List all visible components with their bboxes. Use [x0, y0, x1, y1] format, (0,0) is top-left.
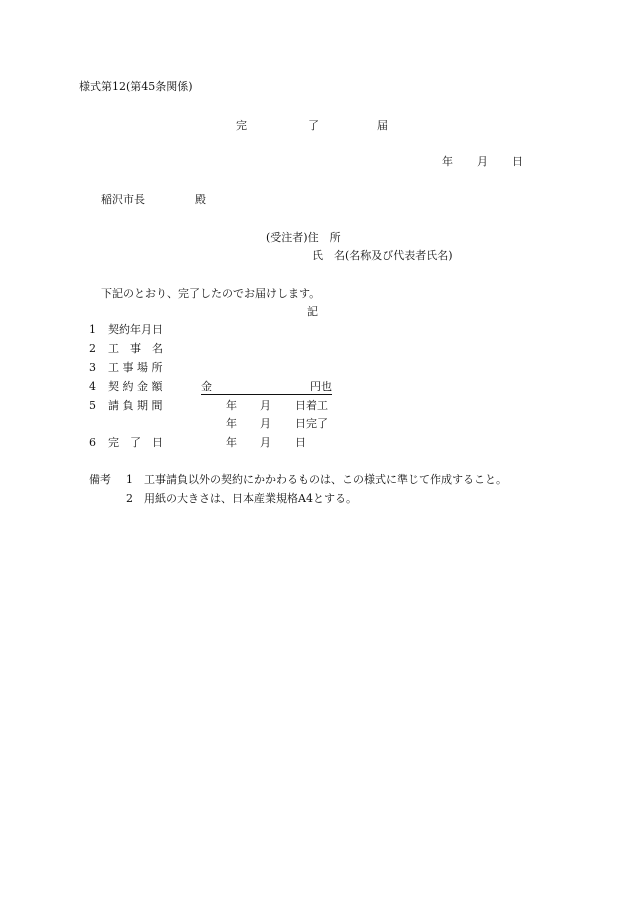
- title-char-todoke: 届: [377, 119, 388, 132]
- amount-suffix: 円也: [310, 380, 332, 393]
- item-number: 3: [89, 361, 96, 374]
- title-char-kan: 完: [236, 119, 247, 132]
- date-year-label: 年: [442, 155, 453, 168]
- addressee-name: 稲沢市長: [101, 193, 145, 206]
- date-day-label: 日: [512, 155, 523, 168]
- title-char-ryo: 了: [308, 119, 319, 132]
- note-number: 1: [126, 473, 133, 486]
- form-number: 様式第12(第45条関係): [79, 80, 193, 93]
- item-label: 請 負 期 間: [108, 399, 163, 412]
- contractor-address-label: (受注者)住 所: [266, 231, 341, 244]
- item-number: 6: [89, 436, 96, 449]
- period-end-month: 月: [260, 417, 271, 430]
- item-label: 完 了 日: [108, 436, 163, 449]
- completion-day: 日: [295, 436, 306, 449]
- note-number: 2: [126, 492, 133, 505]
- date-month-label: 月: [477, 155, 488, 168]
- intro-text: 下記のとおり、完了したのでお届けします。: [101, 287, 321, 300]
- period-start-day: 日着工: [295, 399, 328, 412]
- completion-year: 年: [226, 436, 237, 449]
- addressee-honorific: 殿: [195, 193, 206, 206]
- item-label: 工 事 名: [108, 342, 163, 355]
- period-end-year: 年: [226, 417, 237, 430]
- completion-month: 月: [260, 436, 271, 449]
- period-start-year: 年: [226, 399, 237, 412]
- item-label: 契約年月日: [108, 323, 163, 336]
- note-text: 用紙の大きさは、日本産業規格A4とする。: [144, 492, 357, 505]
- item-number: 4: [89, 380, 96, 393]
- item-number: 1: [89, 323, 96, 336]
- note-text: 工事請負以外の契約にかかわるものは、この様式に準じて作成すること。: [144, 473, 507, 486]
- period-start-month: 月: [260, 399, 271, 412]
- contractor-name-label: 氏 名(名称及び代表者氏名): [312, 249, 453, 262]
- amount-underline: [201, 394, 332, 395]
- amount-prefix: 金: [201, 380, 212, 393]
- item-label: 工 事 場 所: [108, 361, 163, 374]
- item-number: 2: [89, 342, 96, 355]
- ki-label: 記: [307, 305, 318, 318]
- item-number: 5: [89, 399, 96, 412]
- notes-heading: 備考: [89, 473, 111, 486]
- period-end-day: 日完了: [295, 417, 328, 430]
- item-label: 契 約 金 額: [108, 380, 163, 393]
